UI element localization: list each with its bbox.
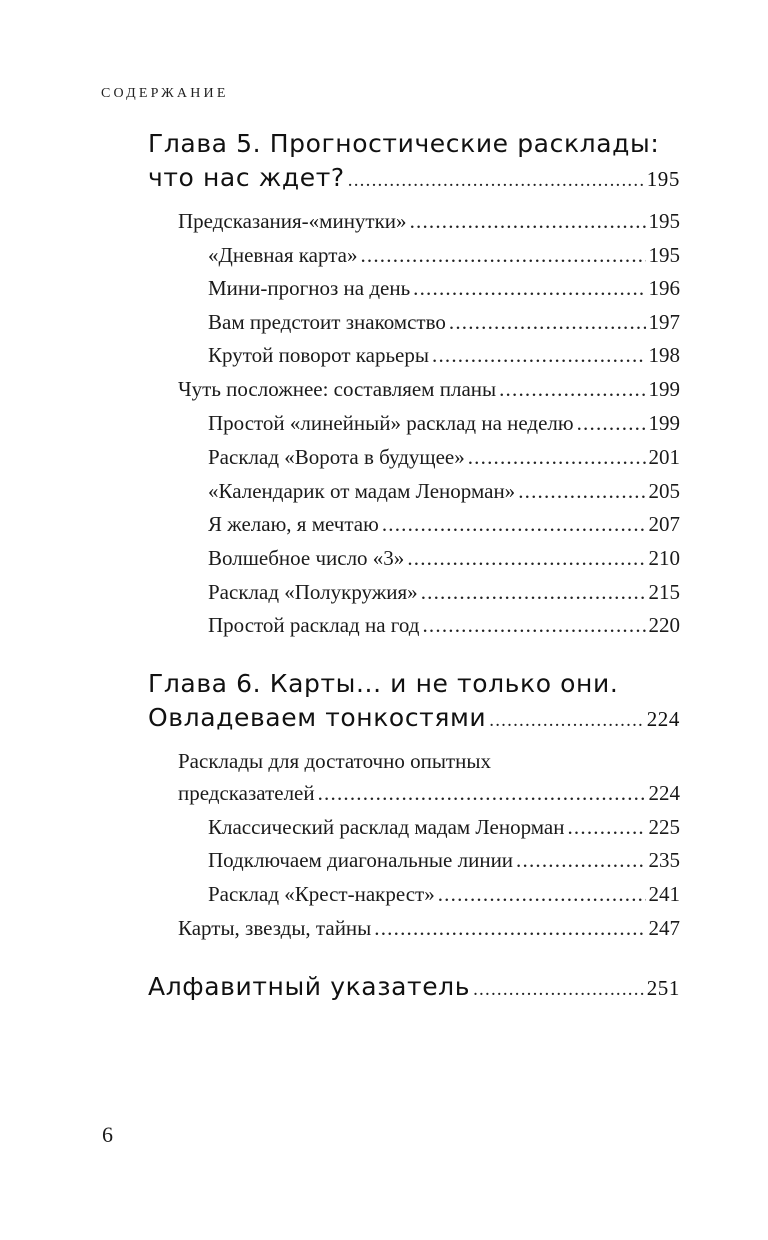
chapter-6-title-line2: Овладеваем тонкостями [148,703,487,732]
toc-subsection[interactable] [208,310,680,335]
section-page: 195 [648,209,680,233]
leader-dots [468,445,646,470]
toc-subsection[interactable] [208,815,680,840]
leader-dots [499,377,645,402]
subsection-title: Расклад «Полукружия» [208,580,418,604]
leader-dots [432,343,646,368]
subsection-page: 220 [648,613,680,637]
leader-dots [449,310,646,335]
chapter-5-title-line1: Глава 5. Прогностические расклады: [148,129,660,158]
leader-dots [421,580,646,605]
subsection-title: Волшебное число «3» [208,546,405,570]
subsection-page: 198 [648,343,680,367]
leader-dots [382,512,646,537]
subsection-page: 210 [648,546,680,570]
section-title: Чуть посложнее: составляем планы [178,377,497,401]
toc-subsection[interactable] [208,243,680,268]
section-page: 247 [648,916,680,940]
leader-dots [438,882,646,907]
toc-section[interactable] [178,209,680,234]
leader-dots [374,916,645,941]
leader-dots [410,209,646,234]
leader-dots [577,411,646,436]
toc-section[interactable] [178,781,680,806]
toc-section[interactable] [178,377,680,402]
toc-subsection[interactable] [208,848,680,873]
toc-subsection[interactable] [208,411,680,436]
subsection-title: «Дневная карта» [208,243,358,267]
toc-subsection[interactable] [208,613,680,638]
subsection-page: 201 [648,445,680,469]
subsection-title: Мини-прогноз на день [208,276,411,300]
subsection-title: Вам предстоит знакомство [208,310,446,334]
subsection-title: «Календарик от мадам Ленорман» [208,479,516,503]
toc-subsection[interactable] [208,580,680,605]
toc-subsection[interactable] [208,882,680,907]
leader-dots [518,479,645,504]
leader-dots [348,170,644,192]
subsection-page: 235 [648,848,680,872]
leader-dots [407,546,645,571]
subsection-title: Подключаем диагональные линии [208,848,514,872]
subsection-title: Расклад «Ворота в будущее» [208,445,465,469]
toc-subsection[interactable] [208,512,680,537]
subsection-title: Простой расклад на год [208,613,420,637]
section-title-line1: Расклады для достаточно опытных [178,749,491,773]
subsection-page: 207 [648,512,680,536]
toc-subsection[interactable] [208,343,680,368]
section-page: 224 [648,781,680,805]
chapter-6-entry[interactable] [148,703,680,732]
toc-subsection[interactable] [208,445,680,470]
subsection-page: 199 [648,411,680,435]
chapter-5-title-line2: что нас ждет? [148,163,345,192]
toc-subsection[interactable] [208,479,680,504]
subsection-title: Классический расклад мадам Ленорман [208,815,565,839]
leader-dots [473,979,644,1001]
chapter-5-page: 195 [646,167,680,191]
subsection-page: 241 [648,882,680,906]
leader-dots [516,848,645,873]
section-title: Предсказания-«минутки» [178,209,407,233]
toc-subsection[interactable] [208,276,680,301]
running-header: СОДЕРЖАНИЕ [101,86,229,101]
index-entry[interactable] [148,972,680,1001]
leader-dots [489,710,643,732]
subsection-page: 215 [648,580,680,604]
leader-dots [422,613,645,638]
chapter-6-page: 224 [646,707,680,731]
section-title: предсказателей [178,781,315,805]
section-page: 199 [648,377,680,401]
subsection-title: Простой «линейный» расклад на неделю [208,411,574,435]
subsection-page: 196 [648,276,680,300]
index-page: 251 [646,976,680,1000]
subsection-page: 195 [648,243,680,267]
page-number: 6 [102,1122,113,1147]
subsection-title: Я желаю, я мечтаю [208,512,379,536]
section-title: Карты, звезды, тайны [178,916,372,940]
chapter-5-entry[interactable] [148,163,680,192]
leader-dots [318,781,646,806]
subsection-page: 205 [648,479,680,503]
subsection-title: Крутой поворот карьеры [208,343,429,367]
toc-subsection[interactable] [208,546,680,571]
leader-dots [567,815,645,840]
subsection-title: Расклад «Крест-накрест» [208,882,435,906]
subsection-page: 225 [648,815,680,839]
toc-section[interactable] [178,916,680,941]
leader-dots [360,243,645,268]
leader-dots [413,276,645,301]
subsection-page: 197 [648,310,680,334]
chapter-6-title-line1: Глава 6. Карты... и не только они. [148,669,619,698]
index-title: Алфавитный указатель [148,972,471,1001]
